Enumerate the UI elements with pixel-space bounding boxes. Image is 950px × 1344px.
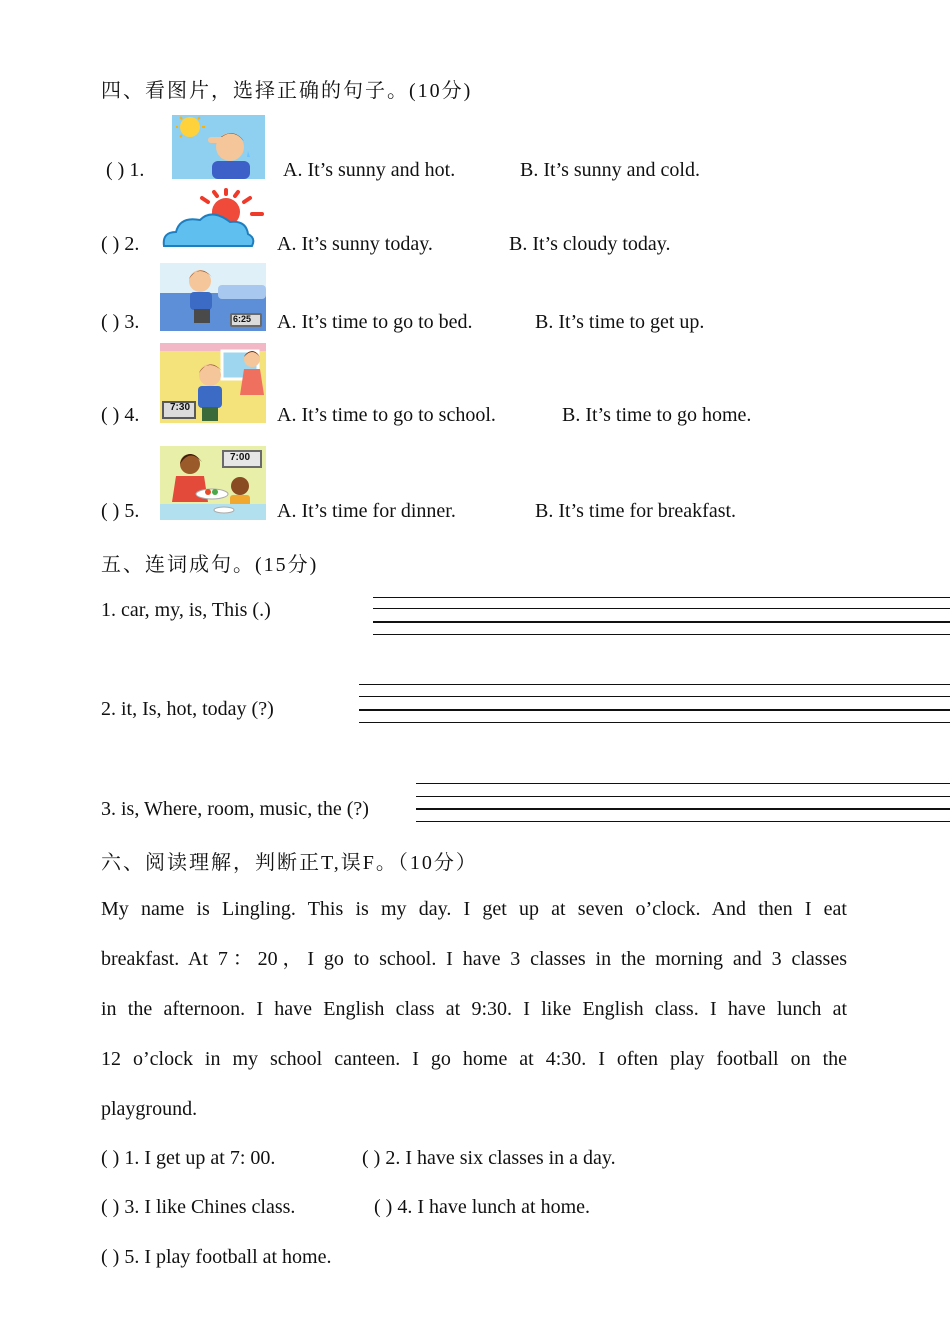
s5-item-1: 1. car, my, is, This (.) bbox=[101, 599, 271, 621]
sunny-hot-boy-icon bbox=[172, 115, 265, 179]
clock-time-4: 7:30 bbox=[170, 402, 191, 413]
s5-item-3: 3. is, Where, room, music, the (?) bbox=[101, 798, 369, 820]
boy-bed-clock-icon bbox=[160, 263, 266, 331]
s5-answer-lines-2[interactable] bbox=[359, 684, 950, 724]
q4-2-number[interactable]: ( ) 2. bbox=[101, 233, 140, 255]
q4-4-option-a[interactable]: A. It’s time to go to school. bbox=[277, 404, 496, 426]
q4-2-option-a[interactable]: A. It’s sunny today. bbox=[277, 233, 433, 255]
clock-time-3: 6:25 bbox=[233, 314, 252, 324]
q4-3-option-a[interactable]: A. It’s time to go to bed. bbox=[277, 311, 473, 333]
q4-5-option-b[interactable]: B. It’s time for breakfast. bbox=[535, 500, 737, 522]
q4-1-option-b[interactable]: B. It’s sunny and cold. bbox=[520, 159, 700, 181]
q4-3-number[interactable]: ( ) 3. bbox=[101, 311, 140, 333]
q4-1-option-a[interactable]: A. It’s sunny and hot. bbox=[283, 159, 456, 181]
clock-time-5: 7:00 bbox=[230, 452, 251, 463]
reading-passage bbox=[101, 884, 847, 1134]
section5-title: 五、连词成句。(15分) bbox=[101, 554, 319, 576]
passage-line-2: breakfast. At 7：20，I go to school. I have 3 classes in the morning and 3 classes bbox=[101, 948, 847, 970]
tf-question-2[interactable]: ( ) 2. I have six classes in a day. bbox=[362, 1147, 616, 1169]
section4-title: 四、看图片，选择正确的句子。(10分) bbox=[101, 80, 473, 102]
passage-line-5: playground. bbox=[101, 1098, 198, 1120]
family-dinner-icon bbox=[160, 446, 266, 520]
passage-line-3: in the afternoon. I have English class at 9:30. I like English class. I have lunch at bbox=[101, 998, 847, 1020]
s5-answer-lines-3[interactable] bbox=[416, 783, 950, 823]
tf-question-4[interactable]: ( ) 4. I have lunch at home. bbox=[374, 1196, 591, 1218]
tf-question-1[interactable]: ( ) 1. I get up at 7: 00. bbox=[101, 1147, 276, 1169]
q4-5-option-a[interactable]: A. It’s time for dinner. bbox=[277, 500, 456, 522]
section6-title: 六、阅读理解，判断正T,误F。（10分） bbox=[101, 852, 478, 874]
s5-item-2: 2. it, Is, hot, today (?) bbox=[101, 698, 274, 720]
tf-question-3[interactable]: ( ) 3. I like Chines class. bbox=[101, 1196, 296, 1218]
q4-5-number[interactable]: ( ) 5. bbox=[101, 500, 140, 522]
boy-girl-school-icon bbox=[160, 343, 266, 423]
q4-4-option-b[interactable]: B. It’s time to go home. bbox=[562, 404, 752, 426]
sun-cloud-icon bbox=[160, 188, 266, 250]
passage-line-4: 12 o’clock in my school canteen. I go home at 4:30. I often play football on the bbox=[101, 1048, 847, 1070]
tf-question-5[interactable]: ( ) 5. I play football at home. bbox=[101, 1246, 332, 1268]
q4-3-option-b[interactable]: B. It’s time to get up. bbox=[535, 311, 705, 333]
q4-2-option-b[interactable]: B. It’s cloudy today. bbox=[509, 233, 671, 255]
passage-line-1: My name is Lingling. This is my day. I get up at seven o’clock. And then I eat bbox=[101, 898, 847, 920]
q4-1-number[interactable]: ( ) 1. bbox=[106, 159, 145, 181]
s5-answer-lines-1[interactable] bbox=[373, 597, 950, 637]
q4-4-number[interactable]: ( ) 4. bbox=[101, 404, 140, 426]
